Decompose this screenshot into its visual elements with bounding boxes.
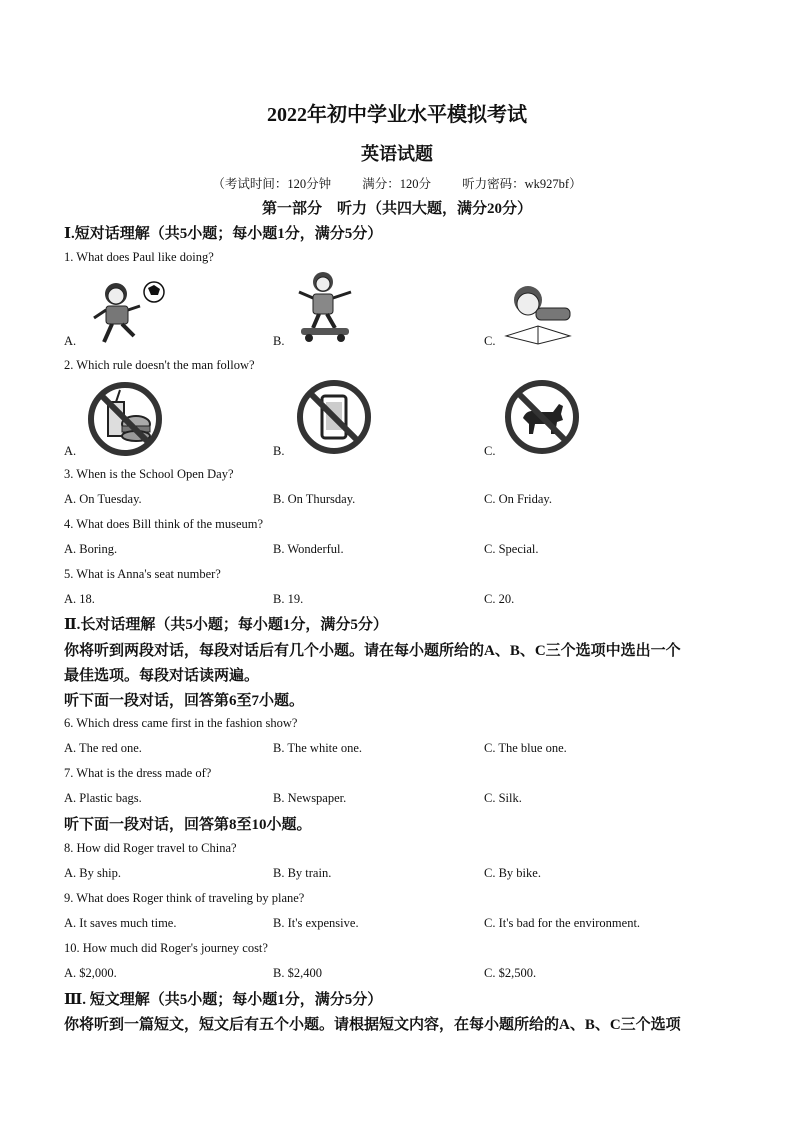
q8-option-b: B. By train.	[273, 866, 332, 880]
q10-option-a: A. $2,000.	[64, 966, 117, 980]
q2-option-a: A.	[64, 444, 77, 458]
q7-option-c: C. Silk.	[484, 791, 522, 805]
q3-option-a: A. On Tuesday.	[64, 492, 142, 506]
question-4-stem: 4. What does Bill think of the museum?	[64, 517, 264, 531]
q9-option-c: C. It's bad for the environment.	[484, 916, 641, 930]
q8-option-a: A. By ship.	[64, 866, 121, 880]
question-3-stem: 3. When is the School Open Day?	[64, 467, 234, 481]
q9-option-b: B. It's expensive.	[273, 916, 359, 930]
section-1-heading: Ⅰ.短对话理解（共5小题；每小题1分，满分5分）	[64, 226, 383, 242]
q3-option-b: B. On Thursday.	[273, 492, 356, 506]
section-2-instruction-line-2: 最佳选项。每段对话读两遍。	[64, 668, 260, 684]
q4-option-a: A. Boring.	[64, 542, 118, 556]
q2-option-b: B.	[273, 444, 285, 458]
dialogue-1-instruction: 听下面一段对话，回答第6至7小题。	[64, 693, 305, 709]
dialogue-2-instruction: 听下面一段对话，回答第8至10小题。	[64, 817, 312, 833]
q1-option-b: B.	[273, 334, 285, 348]
q10-option-c: C. $2,500.	[484, 966, 537, 980]
question-2-stem: 2. Which rule doesn't the man follow?	[64, 358, 255, 372]
q6-option-b: B. The white one.	[273, 741, 362, 755]
q3-option-c: C. On Friday.	[484, 492, 552, 506]
q5-option-c: C. 20.	[484, 592, 515, 606]
no-phone-icon	[295, 378, 373, 456]
q1-option-a: A.	[64, 334, 77, 348]
boy-skateboarding-icon	[293, 268, 359, 344]
question-9-stem: 9. What does Roger think of traveling by plane?	[64, 891, 305, 905]
question-10-stem: 10. How much did Roger's journey cost?	[64, 941, 268, 955]
q4-option-b: B. Wonderful.	[273, 542, 344, 556]
q7-option-b: B. Newspaper.	[273, 791, 347, 805]
question-8-stem: 8. How did Roger travel to China?	[64, 841, 237, 855]
q5-option-b: B. 19.	[273, 592, 304, 606]
exam-subtitle: 英语试题	[361, 144, 433, 164]
section-3-heading: Ⅲ. 短文理解（共5小题；每小题1分，满分5分）	[64, 992, 383, 1008]
q2-option-c: C.	[484, 444, 496, 458]
no-dogs-icon	[503, 378, 581, 456]
q5-option-a: A. 18.	[64, 592, 95, 606]
exam-score: 满分：120分	[362, 177, 432, 191]
q8-option-c: C. By bike.	[484, 866, 541, 880]
section-2-heading: Ⅱ.长对话理解（共5小题；每小题1分，满分5分）	[64, 617, 388, 633]
q10-option-b: B. $2,400	[273, 966, 322, 980]
boy-playing-soccer-icon	[84, 278, 170, 348]
exam-title: 2022年初中学业水平模拟考试	[267, 104, 527, 126]
q9-option-a: A. It saves much time.	[64, 916, 177, 930]
exam-info	[0, 174, 794, 192]
question-1-stem: 1. What does Paul like doing?	[64, 250, 214, 264]
question-7-stem: 7. What is the dress made of?	[64, 766, 212, 780]
q4-option-c: C. Special.	[484, 542, 539, 556]
q7-option-a: A. Plastic bags.	[64, 791, 142, 805]
section-2-instruction-line-1: 你将听到两段对话，每段对话后有几个小题。请在每小题所给的A、B、C三个选项中选出一个	[64, 643, 681, 659]
boy-reading-icon	[500, 278, 576, 346]
listening-password: 听力密码：wk927bf）	[462, 177, 582, 191]
q1-option-c: C.	[484, 334, 496, 348]
q6-option-a: A. The red one.	[64, 741, 142, 755]
no-food-drink-icon	[86, 380, 164, 458]
exam-time: （考试时间：120分钟	[212, 177, 332, 191]
question-5-stem: 5. What is Anna's seat number?	[64, 567, 221, 581]
section-3-instruction-line-1: 你将听到一篇短文，短文后有五个小题。请根据短文内容，在每小题所给的A、B、C三个选项	[64, 1017, 681, 1033]
part-heading: 第一部分 听力（共四大题，满分20分）	[261, 201, 532, 217]
question-6-stem: 6. Which dress came first in the fashion show?	[64, 716, 298, 730]
q6-option-c: C. The blue one.	[484, 741, 567, 755]
